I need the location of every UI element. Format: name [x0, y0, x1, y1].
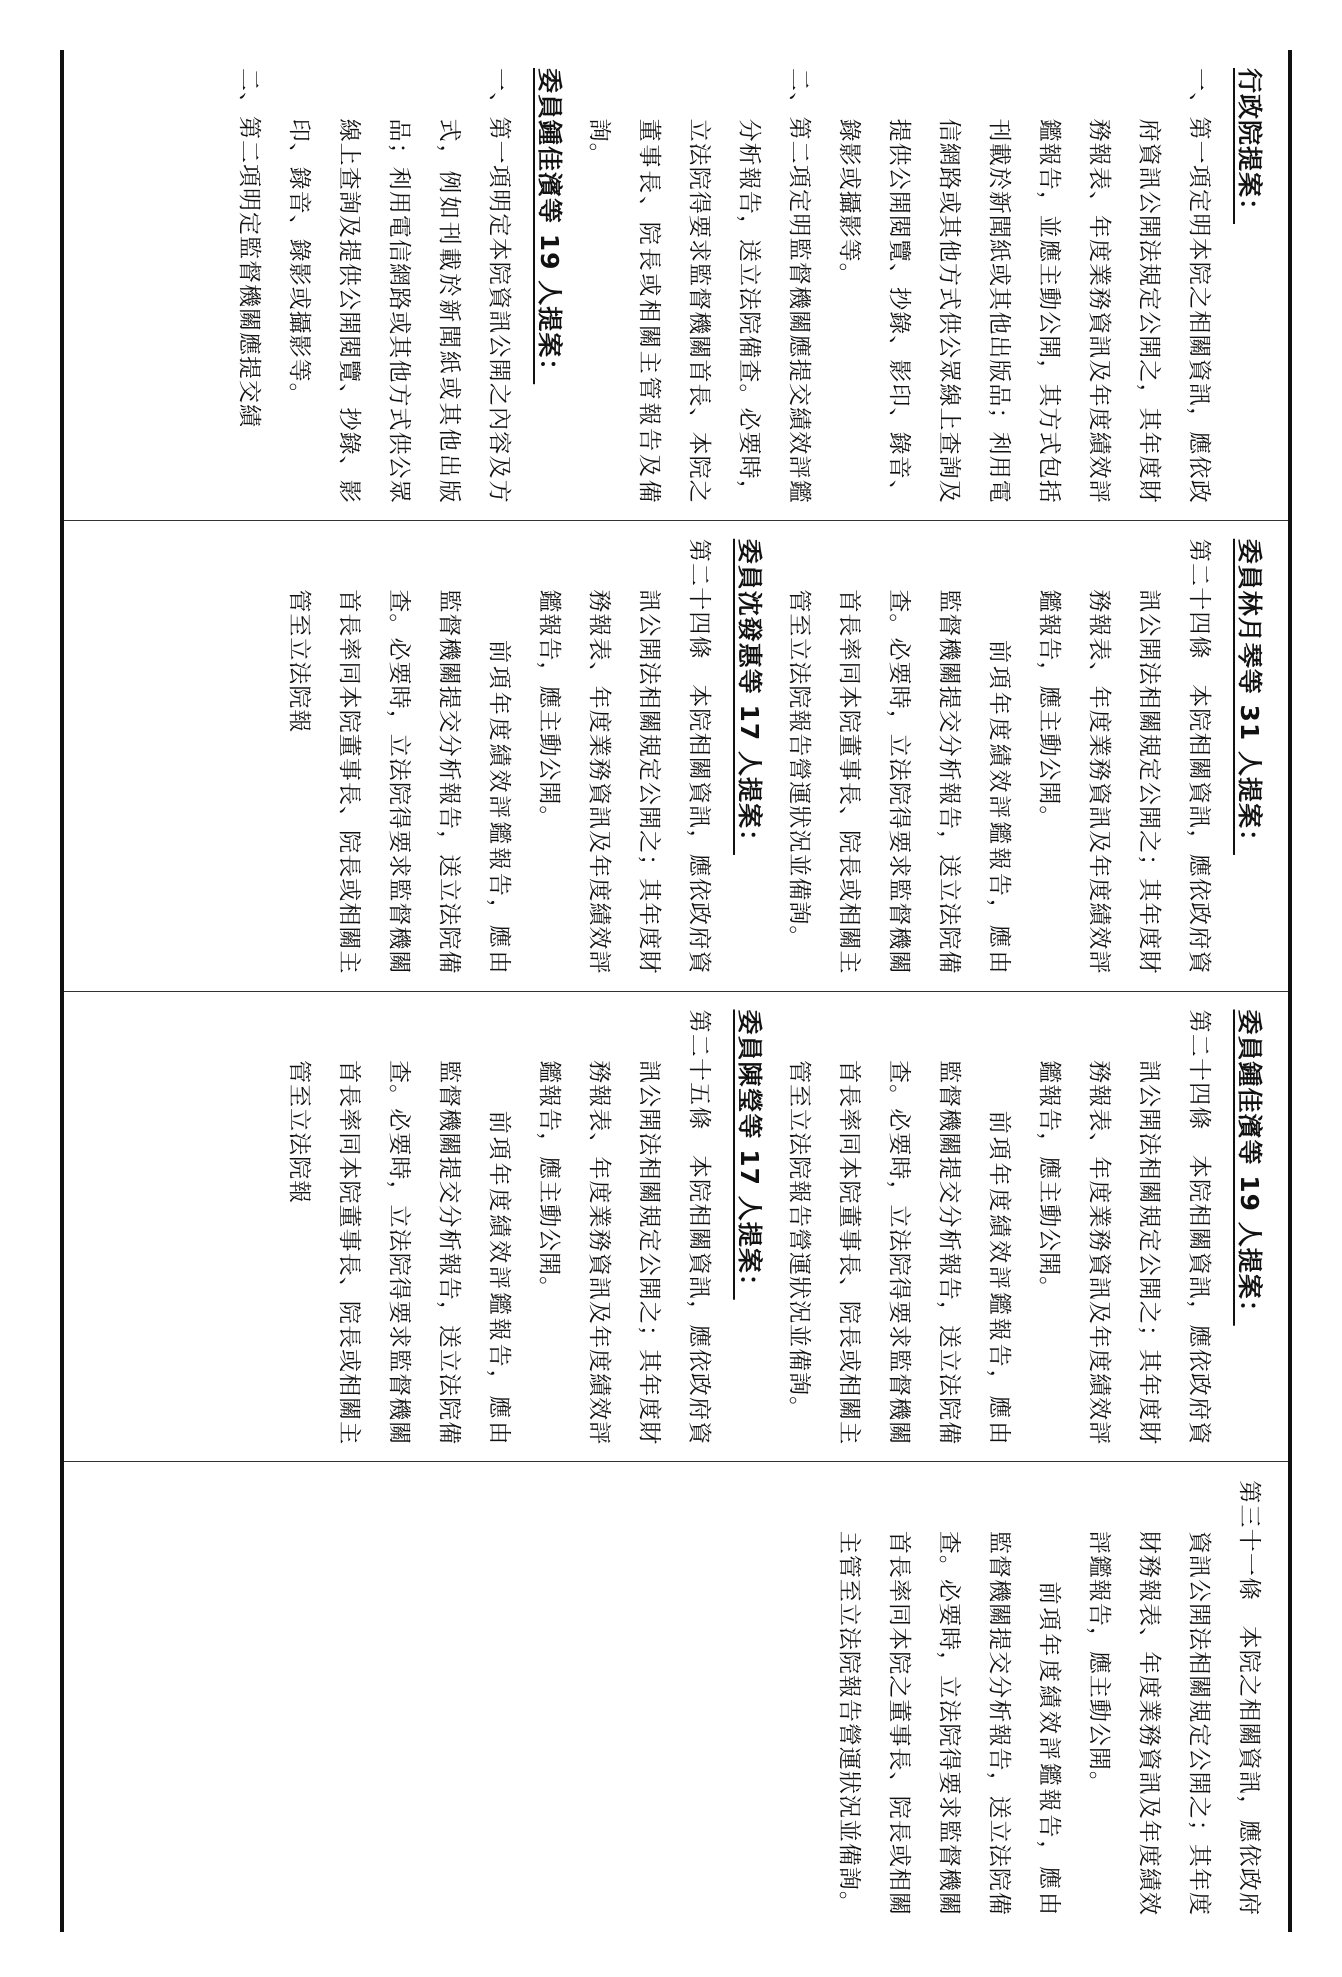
proposal-heading: 委員鍾佳濱等 19 人提案：: [535, 68, 564, 385]
article-paragraph: 前項年度績效評鑑報告，應由監督機關提交分析報告，送立法院備查。必要時，立法院得要求監督機關首長率同本院董事長、院長或相關主管至立法院報告營運狀況並備詢。: [786, 1060, 1012, 1446]
column-executive-yuan: [64, 50, 1288, 520]
column-lin-yueh-chin: [64, 520, 1288, 991]
proposal-heading: 委員林月琴等 31 人提案：: [1235, 538, 1264, 855]
article-text: 第二十四條 本院相關資訊，應依政府資訊公開法相關規定公開之；其年度財務報表、年度業務資訊及年度績效評鑑報告，應主動公開。: [1036, 538, 1212, 975]
explanation-item: 一、第一項定明本院之相關資訊，應依政府資訊公開法規定公開之，其年度財務報表、年度業務資訊及年度績效評鑑報告，並應主動公開，其方式包括刊載於新聞紙或其他出版品；利用電信網路或其他方式供公眾線上查詢及提供公開閱覽、抄錄、影印、錄音、錄影或攝影等。: [836, 68, 1212, 504]
article-paragraph: 前項年度績效評鑑報告，應由監督機關提交分析報告，送立法院備查。必要時，立法院得要求監督機關首長率同本院董事長、院長或相關主管至立法院報: [286, 589, 512, 975]
article-paragraph: 前項年度績效評鑑報告，應由監督機關提交分析報告，送立法院備查。必要時，立法院得要求監督機關首長率同本院之董事長、院長或相關主管至立法院報告營運狀況並備詢。: [836, 1530, 1062, 1916]
article-paragraph: 前項年度績效評鑑報告，應由監督機關提交分析報告，送立法院備查。必要時，立法院得要求監督機關首長率同本院董事長、院長或相關主管至立法院報告營運狀況並備詢。: [786, 589, 1012, 975]
column-chung-chia-pin: [64, 991, 1288, 1462]
article-text: 第二十四條 本院相關資訊，應依政府資訊公開法相關規定公開之；其年度財務報表、年度業務資訊及年度績效評鑑報告，應主動公開。: [1036, 1009, 1212, 1446]
article-paragraph: 前項年度績效評鑑報告，應由監督機關提交分析報告，送立法院備查。必要時，立法院得要求監督機關首長率同本院董事長、院長或相關主管至立法院報: [286, 1060, 512, 1446]
proposal-heading: 委員沈發惠等 17 人提案：: [735, 538, 764, 855]
column-article-31: [64, 1461, 1288, 1932]
article-text: 第二十五條 本院相關資訊，應依政府資訊公開法相關規定公開之；其年度財務報表、年度業務資訊及年度績效評鑑報告，應主動公開。: [536, 1009, 712, 1446]
proposal-heading: 委員鍾佳濱等 19 人提案：: [1235, 1009, 1264, 1326]
article-text: 第二十四條 本院相關資訊，應依政府資訊公開法相關規定公開之；其年度財務報表、年度業務資訊及年度績效評鑑報告，應主動公開。: [536, 538, 712, 975]
proposal-heading: 委員陳瑩等 17 人提案：: [735, 1009, 764, 1300]
explanation-item: 二、第二項定明監督機關應提交績效評鑑分析報告，送立法院備查。必要時，立法院得要求監督機關首長、本院之董事長、院長或相關主管報告及備詢。: [586, 68, 812, 504]
comparison-table: [60, 50, 1292, 1932]
proposal-heading: 行政院提案：: [1235, 68, 1264, 225]
article-text: 第三十一條 本院之相關資訊，應依政府資訊公開法相關規定公開之；其年度財務報表、年度業務資訊及年度績效評鑑報告，應主動公開。: [1086, 1480, 1262, 1916]
explanation-item: 一、第一項明定本院資訊公開之內容及方式，例如刊載於新聞紙或其他出版品；利用電信網路或其他方式供公眾線上查詢及提供公開閱覽、抄錄、影印、錄音、錄影或攝影等。: [286, 68, 512, 504]
explanation-item: 二、第二項明定監督機關應提交績: [236, 68, 262, 428]
